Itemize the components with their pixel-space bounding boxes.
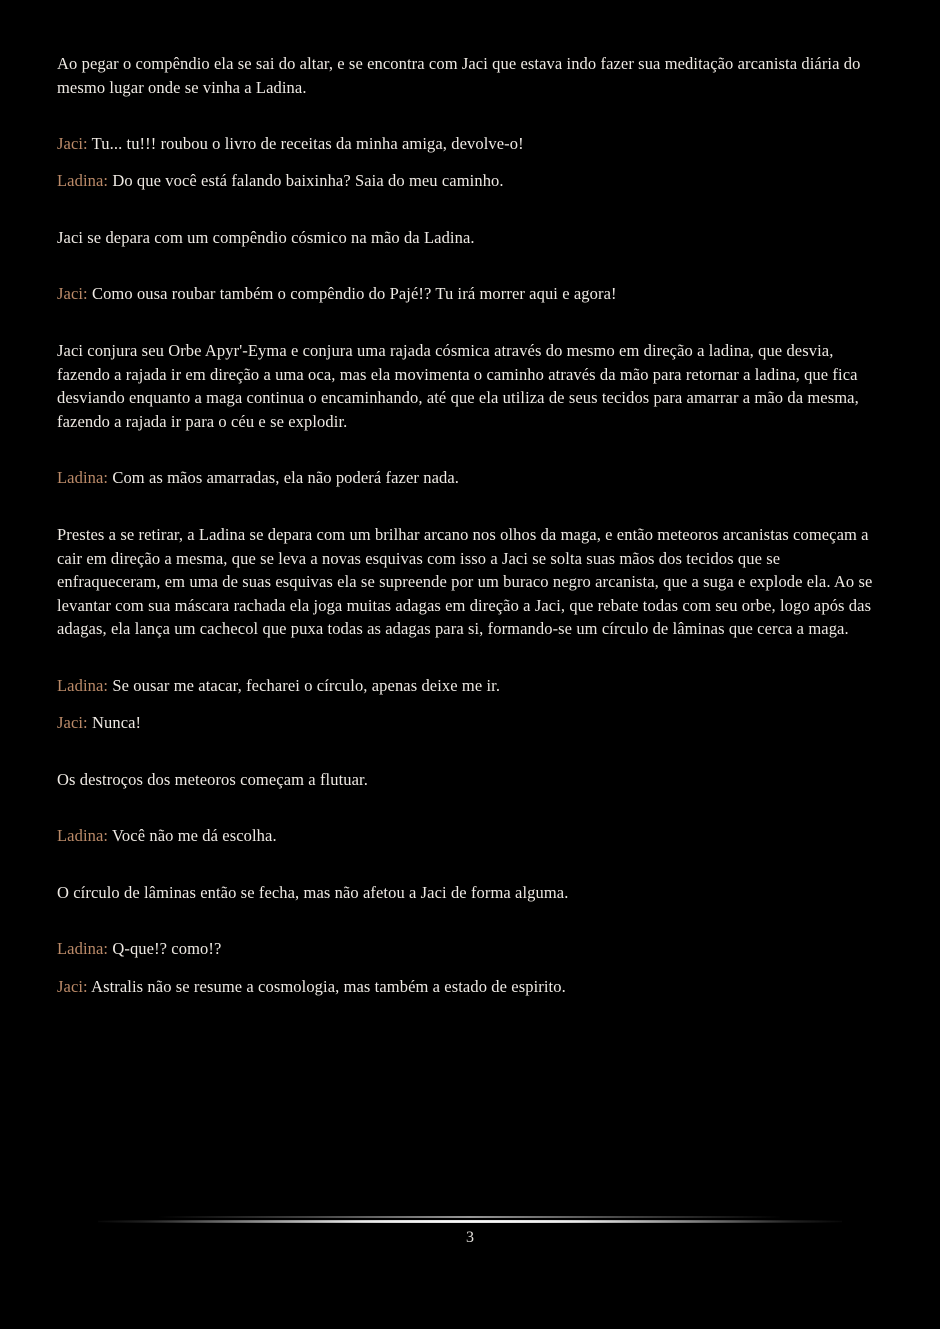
page-footer <box>0 1216 940 1249</box>
narration-paragraph: Os destroços dos meteoros começam a flutuar. <box>57 769 368 789</box>
speaker-name: Jaci: <box>57 976 88 996</box>
dialogue-line: Ladina: Com as mãos amarradas, ela não poderá fazer nada. <box>57 468 459 488</box>
speaker-name: Ladina: <box>57 676 109 695</box>
narration-paragraph: Prestes a se retirar, a Ladina se depara com um brilhar arcano nos olhos da maga, e então meteoros arcanistas começam a cair em direção a mesma, que se leva a novas esquivas com isso a Jaci se solta suas mãos dos tecidos que se enfraqueceram, em uma de suas esquivas ela se supreende por um buraco negro arcanista, que a suga e explode ela. Ao se levantar com sua máscara rachada ela joga muitas adagas em direção a Jaci, que rebate todas com seu orbe, logo após das adagas, ela lança um cachecol que puxa todas as adagas para si, formando-se um círculo de lâminas que cerca a maga. <box>57 525 873 639</box>
narration-paragraph: O círculo de lâminas então se fecha, mas não afetou a Jaci de forma alguma. <box>57 882 569 902</box>
narration-paragraph: Ao pegar o compêndio ela se sai do altar, e se encontra com Jaci que estava indo fazer sua meditação arcanista diária do mesmo lugar onde se vinha a Ladina. <box>57 54 861 97</box>
speaker-name: Ladina: <box>57 468 109 488</box>
narration-paragraph: Jaci se depara com um compêndio cósmico na mão da Ladina. <box>57 227 475 247</box>
dialogue-line: Jaci: Nunca! <box>57 713 142 733</box>
dialogue-line: Ladina: Do que você está falando baixinha? Saia do meu caminho. <box>57 171 504 191</box>
dialogue-line: Ladina: Q-que!? como!? <box>57 939 222 959</box>
narration-paragraph: Jaci conjura seu Orbe Apyr'-Eyma e conjura uma rajada cósmica através do mesmo em direção a ladina, que desvia, fazendo a rajada ir em direção a uma oca, mas ela movimenta o caminho através da mão para retornar a ladina, que fica desviando enquanto a maga continua o encaminhando, até que ela utiliza de seus tecidos para amarrar a mão da mesma, fazendo a rajada ir para o céu e se explodir. <box>57 341 859 431</box>
speaker-name: Jaci: <box>57 713 88 733</box>
speaker-name: Jaci: <box>57 284 88 304</box>
speaker-name: Jaci: <box>57 134 88 154</box>
dialogue-line: Ladina: Você não me dá escolha. <box>57 826 277 846</box>
speaker-name: Ladina: <box>57 939 109 959</box>
footer-divider-top-line <box>158 1216 783 1218</box>
dialogue-line: Jaci: Como ousa roubar também o compêndio do Pajé!? Tu irá morrer aqui e agora! <box>57 284 617 304</box>
footer-divider-bottom-line <box>98 1220 842 1223</box>
speaker-name: Ladina: <box>57 826 109 846</box>
dialogue-line: Jaci: Astralis não se resume a cosmologia, mas também a estado de espirito. <box>57 976 566 996</box>
page-number: 3 <box>466 1229 474 1246</box>
dialogue-line: Ladina: Se ousar me atacar, fecharei o círculo, apenas deixe me ir. <box>57 676 501 695</box>
speaker-name: Ladina: <box>57 171 109 191</box>
dialogue-line: Jaci: Tu... tu!!! roubou o livro de receitas da minha amiga, devolve-o! <box>57 134 524 154</box>
footer-divider <box>98 1216 842 1223</box>
